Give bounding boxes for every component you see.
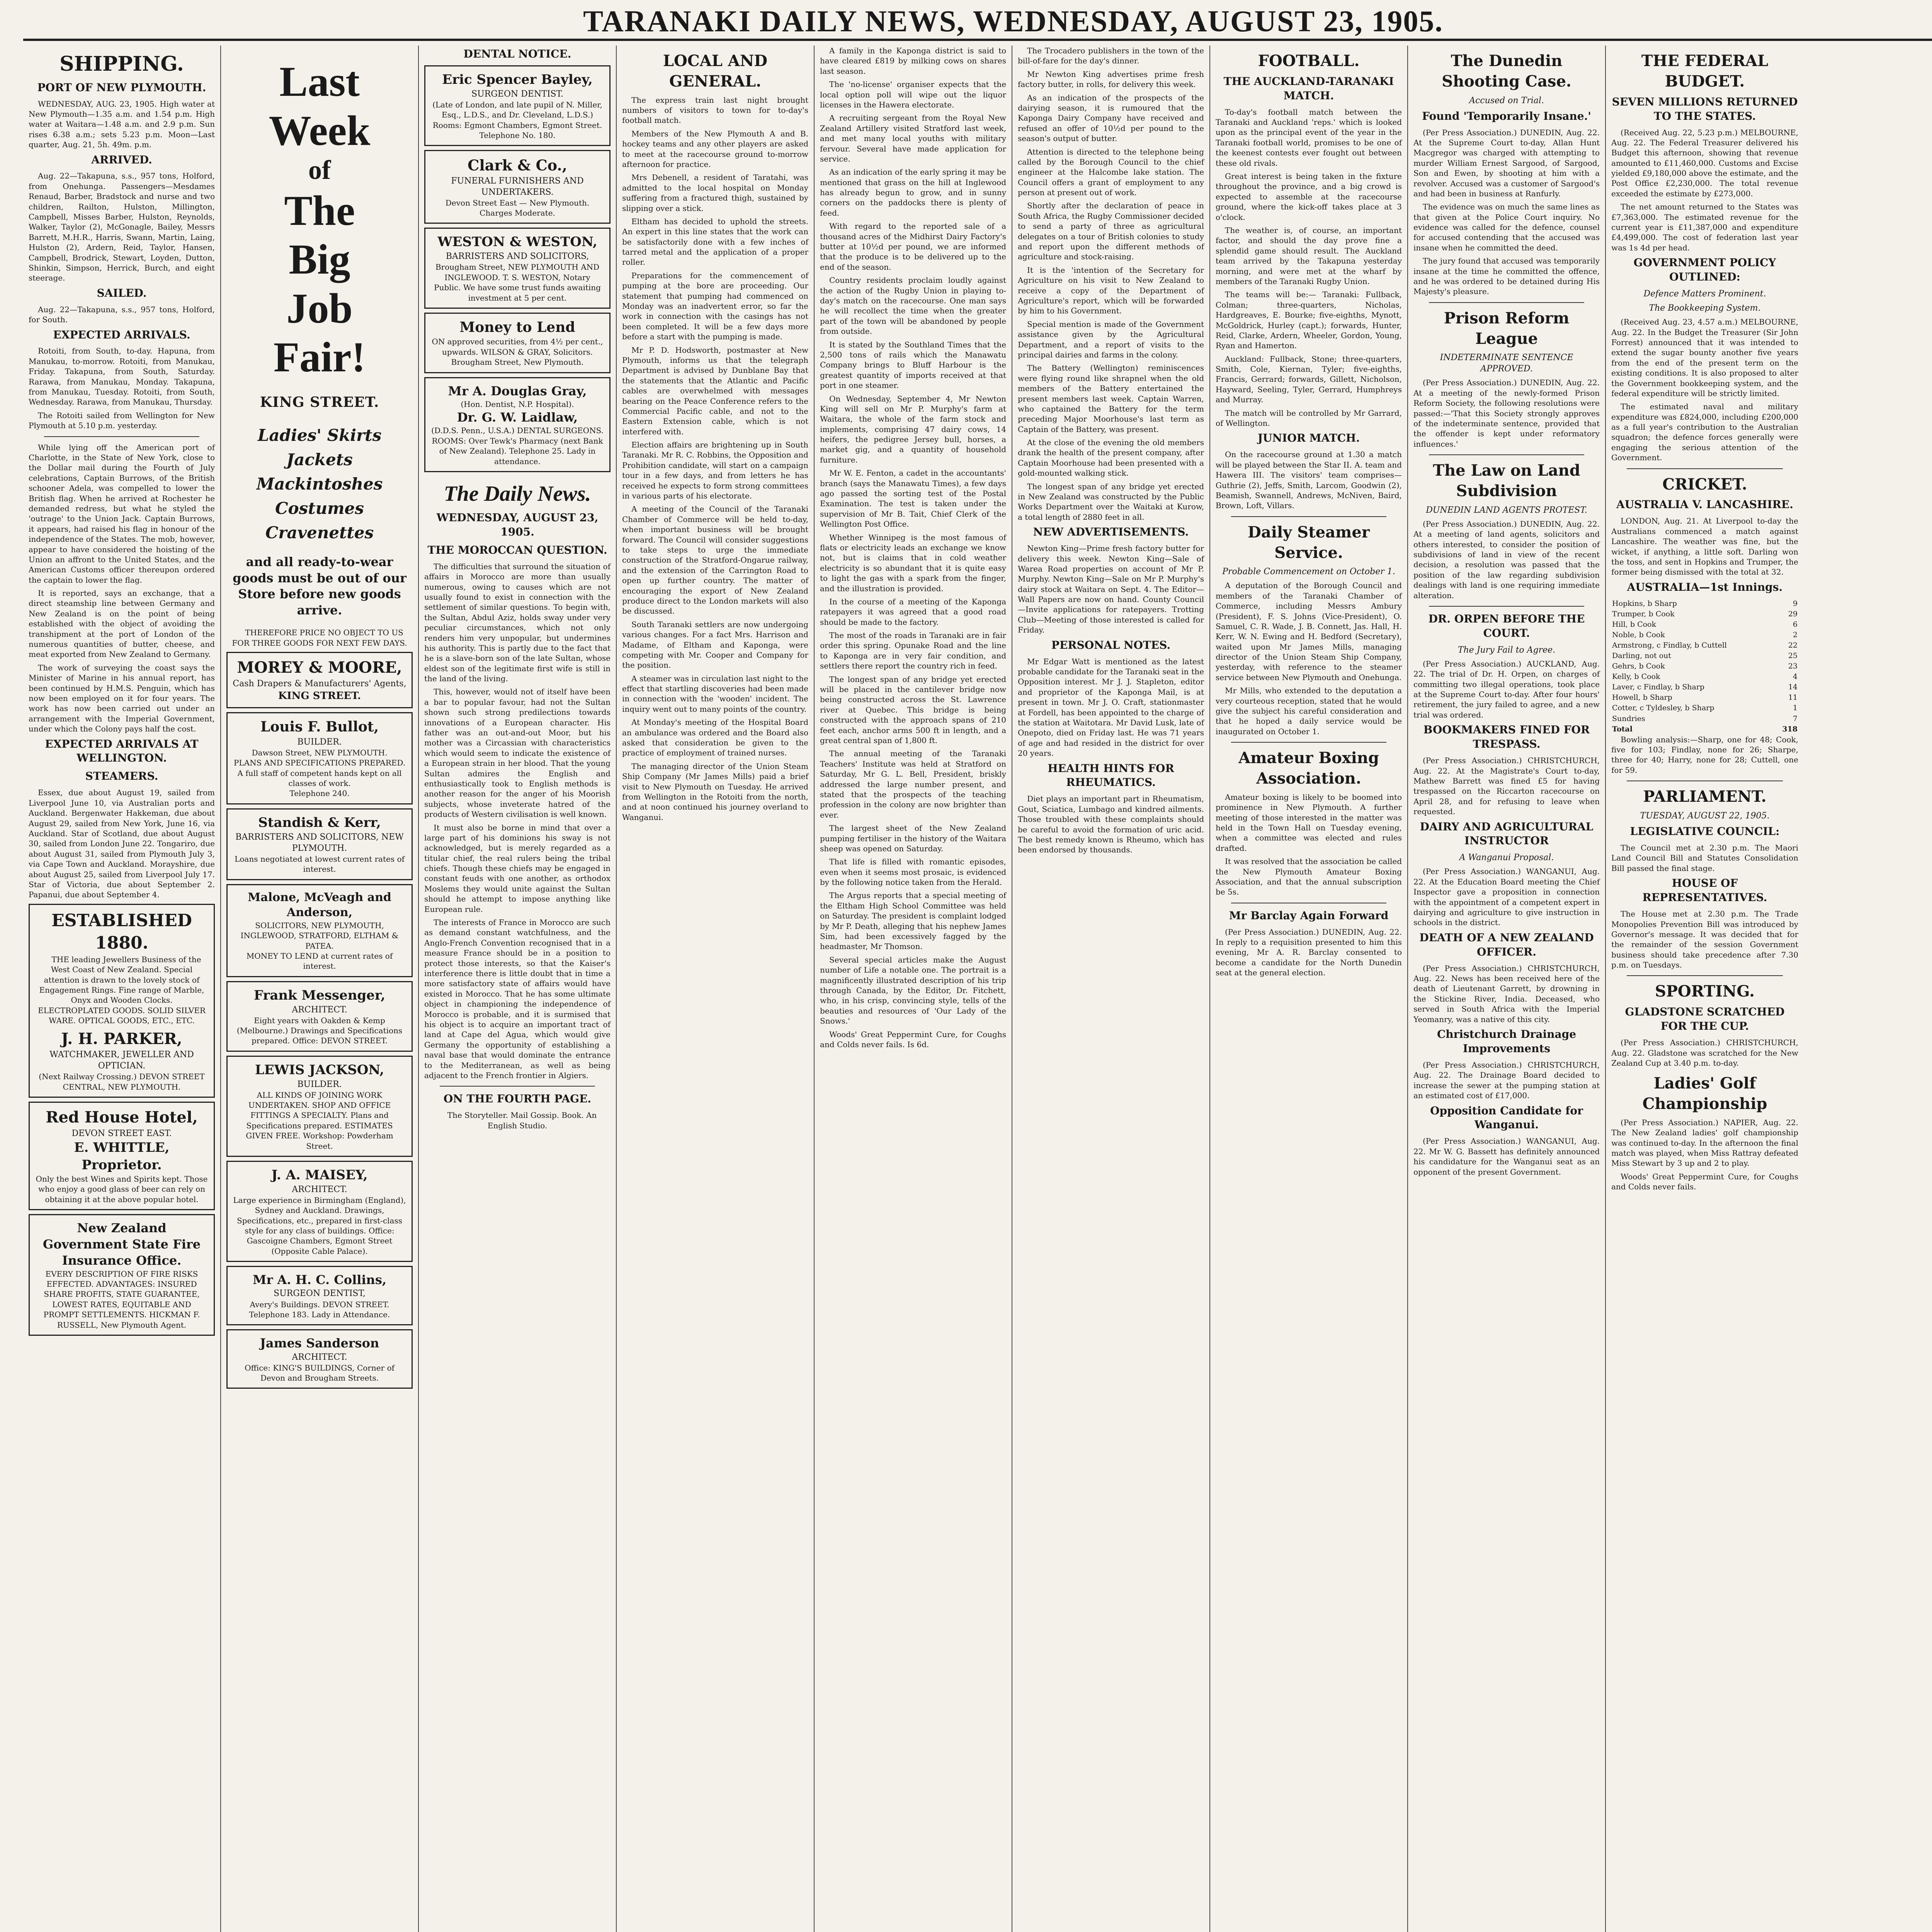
sailed-text: Aug. 22—Takapuna, s.s., 957 tons, Holford, for South. [29, 304, 215, 325]
local-general-heading: LOCAL AND GENERAL. [663, 52, 768, 90]
runs-cell: 318 [1782, 724, 1798, 733]
shooting-case-paragraph: The jury found that accused was temporarily insane at the time he committed the offence, and he was ordered to be detained during His Majesty's pleasure. [1413, 256, 1600, 296]
parliament-heading: PARLIAMENT. [1643, 787, 1767, 806]
parker-name: J. H. PARKER, [61, 1029, 182, 1048]
column-news-continued [1012, 46, 1210, 1932]
football-paragraph: Auckland: Fullback, Stone; three-quarters, Smith, Cole, Kiernan, Tyler; five-eighths, Francis, Gerrard; forwards, Gillett, Nicholson, Hayward, Seeling, Tyler, Gerrard, Humphreys and Murray. [1216, 354, 1402, 405]
sailed-heading: SAILED. [97, 286, 147, 299]
news-paragraph: At the close of the evening the old members drank the health of the present company, after Captain Moorhouse had been presented with a gold-mounted walking stick. [1018, 438, 1204, 478]
advert-word: Big [289, 236, 350, 283]
federal-budget-heading: THE FEDERAL BUDGET. [1641, 52, 1769, 90]
insurance-text: EVERY DESCRIPTION OF FIRE RISKS EFFECTED. ADVANTAGES: INSURED SHARE PROFITS, STATE GUARANTEE, LOWEST RATES, EQUITABLE AND PROMPT SETTLEMENTS. HICKMAN F. RUSSELL, New Plymouth Agent. [43, 1269, 200, 1330]
batsman-cell: Total [1612, 724, 1633, 733]
runs-cell: 4 [1793, 672, 1798, 681]
divider [1627, 975, 1783, 976]
football-paragraph: The match will be controlled by Mr Garrard, of Wellington. [1216, 408, 1402, 428]
divider [1627, 468, 1783, 469]
red-house-title: Red House Hotel, [46, 1108, 198, 1127]
parker-intro: THE leading Jewellers Business of the West Coast of New Zealand. Special attention is drawn to the lovely stock of Engagement Rings. Fine range of Marble, Onyx and Wooden Clocks. ELECTROPLATED GOODS. SOLID SILVER WARE. OPTICAL GOODS, ETC., ETC. [38, 954, 206, 1026]
news-paragraph: At Monday's meeting of the Hospital Board an ambulance was ordered and the Board also asked that consideration be given to the practice of employment of trained nurses. [622, 718, 808, 758]
sanderson-title: James Sanderson [260, 1336, 379, 1351]
bayley-trade: SURGEON DENTIST. [471, 89, 563, 99]
collins-advert [226, 1266, 413, 1325]
land-subdivision-subheading: DUNEDIN LAND AGENTS PROTEST. [1426, 505, 1587, 515]
boxing-paragraph: It was resolved that the association be called the New Plymouth Amateur Boxing Association, and that the annual subscription be 5s. [1216, 857, 1402, 897]
scorecard-row [1611, 682, 1798, 692]
advert-word: Fair! [273, 333, 366, 381]
batsman-cell: Armstrong, c Findlay, b Cuttell [1612, 641, 1727, 650]
sporting-heading: SPORTING. [1655, 982, 1755, 1001]
drainage-text: (Per Press Association.) CHRISTCHURCH, Aug. 22. The Drainage Board decided to increase the sewer at the pumping station at an estimated cost of £17,000. [1413, 1060, 1600, 1100]
fourth-page-text: The Storyteller. Mail Gossip. Book. An English Studio. [447, 1111, 597, 1130]
advert-word: Last [279, 58, 360, 105]
editorial-heading: THE MOROCCAN QUESTION. [427, 543, 607, 556]
news-paragraph: A steamer was in circulation last night to the effect that startling discoveries had been made in connection with the 'wooden' incident. The inquiry went out to many points of the country. [622, 673, 808, 714]
weston-title: WESTON & WESTON, [437, 234, 597, 250]
bullot-address: Dawson Street, NEW PLYMOUTH. [252, 748, 388, 757]
expected-heading: EXPECTED ARRIVALS. [53, 328, 190, 341]
money-title: Money to Lend [459, 319, 575, 335]
cricket-heading: CRICKET. [1662, 475, 1747, 493]
steamers-heading: STEAMERS. [85, 770, 158, 783]
collins-trade: SURGEON DENTIST, [274, 1289, 366, 1299]
dairy-instructor-text: (Per Press Association.) WANGANUI, Aug. 22. At the Education Board meeting the Chief Inspector gave a proposition in connection with the appointment of a competent expert in dairying and agriculture to give instruction in schools in the district. [1413, 867, 1600, 927]
standish-trade: BARRISTERS AND SOLICITORS, NEW PLYMOUTH. [235, 832, 404, 853]
news-paragraph: The most of the roads in Taranaki are in fair order this spring. Opunake Road and the line to Kaponga are in very fair condition, and settlers there report the country rich in feed. [820, 631, 1006, 671]
news-paragraph: A recruiting sergeant from the Royal New Zealand Artillery visited Stratford last week, and met many local youths with military fervour. Several have made application for service. [820, 113, 1006, 163]
gray-advert [424, 377, 611, 472]
news-paragraph: As an indication of the early spring it may be mentioned that grass on the hill at Inglewood has already begun to grow, and in sunny corners on the paddocks there is plenty of feed. [820, 167, 1006, 218]
football-heading: FOOTBALL. [1258, 52, 1360, 70]
advert-word: Job [286, 284, 353, 332]
divider [1429, 606, 1584, 607]
shipping-paragraph: The work of surveying the coast says the Minister of Marine in his annual report, has been continued by H.M.S. Penguin, which has now been employed on it for four years. The work has now been carried out under an arrangement with the Imperial Government, under which the Colony pays half the cost. [29, 663, 215, 734]
scorecard-row [1611, 640, 1798, 651]
scorecard-row [1611, 692, 1798, 703]
news-paragraph: The largest sheet of the New Zealand pumping fertiliser in the history of the Waitara sheep was opened on Saturday. [820, 823, 1006, 853]
personal-notes-text: Mr Edgar Watt is mentioned as the latest probable candidate for the Taranaki seat in the Opposition interest. Mr J. J. Stapleton, editor and proprietor of the Kaponga Mail, is at present in town. Mr J. O. Craft, stationmaster at Fordell, has been appointed to the charge of the station at Waitotara. Mr David Lusk, late of Onepoto, died on Friday last. He was 71 years of age and had resided in the district for over 20 years. [1018, 656, 1204, 758]
personal-notes-heading: PERSONAL NOTES. [1051, 638, 1171, 651]
news-paragraph: It is stated by the Southland Times that the 2,500 tons of rails which the Manawatu Company brings to Bluff Harbour is the greatest quantity of imports received at that port in one steamer. [820, 340, 1006, 390]
scorecard-row [1611, 619, 1798, 630]
whittle-name: E. WHITTLE, Proprietor. [74, 1140, 170, 1173]
goods-item: Costumes [275, 499, 364, 518]
shooting-case-subheading: Accused on Trial. [1469, 95, 1544, 105]
bookkeeping-subheading: The Bookkeeping System. [1649, 303, 1761, 313]
news-paragraph: Mrs Debenell, a resident of Taratahi, was admitted to the local hospital on Monday suffering from a fractured thigh, sustained by slipping over a stick. [622, 173, 808, 213]
goods-item: Jackets [286, 450, 353, 469]
batsman-cell: Hill, b Cook [1612, 620, 1656, 629]
runs-cell: 25 [1788, 651, 1798, 660]
scorecard-row [1611, 703, 1798, 713]
steamer-paragraph: A deputation of the Borough Council and members of the Taranaki Chamber of Commerce, including Messrs Ambury (President), F. S. Johns (Vice-President), O. Samuel, C. R. Wade, J. B. Connett, Jas. Hall, H. Kerr, W. N. Ewing and H. Bedford (Secretary), waited upon Mr James Mills, managing director of the Union Steam Ship Company, yesterday, with reference to the steamer service between New Plymouth and Onehunga. [1216, 581, 1402, 682]
bayley-title: Eric Spencer Bayley, [442, 71, 593, 87]
steamer-heading: Daily Steamer Service. [1248, 523, 1370, 562]
bayley-text: (Late of London, and late pupil of N. Miller, Esq., L.D.S., and Dr. Cleveland, L.D.S.) Rooms: Egmont Chambers, Egmont Street. Telephone No. 180. [432, 100, 602, 140]
news-paragraph: Mr W. E. Fenton, a cadet in the accountants' branch (says the Manawatu Times), a few days ago passed the sorting test of the Postal Examination. The test is taken under the supervision of Mr B. Tait, Chief Clerk of the Wellington Post Office. [820, 468, 1006, 529]
batsman-cell: Sundries [1612, 714, 1645, 723]
batsman-cell: Cotter, c Tyldesley, b Sharp [1612, 704, 1714, 713]
dental-notice-heading: DENTAL NOTICE. [463, 48, 571, 60]
expected-text: Rotoiti, from South, to-day. Hapuna, from Manukau, to-morrow. Rotoiti, from Manukau, Friday. Takapuna, from South, Saturday. Rarawa, from Manukau, Monday. Takapuna, from Manukau, Tuesday. Rotoiti, from South, Wednesday. Rarawa, from Manukau, Thursday. [29, 346, 215, 407]
news-paragraph: The express train last night brought numbers of visitors to town for to-day's football match. [622, 95, 808, 125]
prison-reform-text: (Per Press Association.) DUNEDIN, Aug. 22. At a meeting of the newly-formed Prison Reform Society, the following resolutions were passed:—'That this Society strongly approves of the indeterminate sentence, provided that the offender is kept under reformatory influences.' [1413, 378, 1600, 449]
malone-text: MONEY TO LEND at current rates of interest. [246, 951, 393, 971]
news-paragraph: The longest span of any bridge yet erected will be placed in the cantilever bridge now being constructed across the St. Lawrence river at Quebec. This bridge is being constructed with the approach spans of 210 feet each, anchor arms 500 ft in length, and a great central span of 1,800 ft. [820, 674, 1006, 745]
morey-moore-advert [226, 652, 413, 708]
fourth-page-heading: ON THE FOURTH PAGE. [443, 1092, 592, 1105]
big-job-fair-advert [226, 57, 413, 382]
land-subdivision-heading: The Law on Land Subdivision [1433, 461, 1580, 500]
gray-text: (Hon. Dentist, N.P. Hospital). [461, 399, 574, 409]
morey-title: MOREY & MOORE, [237, 658, 402, 677]
news-paragraph: Election affairs are brightening up in South Taranaki. Mr R. C. Robbins, the Opposition and Prohibition candidate, will start on a campaign tour in a few days, and from letters he has received he expects to form strong committees in various parts of his electorate. [622, 440, 808, 501]
golf-heading: Ladies' Golf Championship [1642, 1074, 1767, 1113]
column-federal-sport [1606, 46, 1804, 1932]
steamer-subheading: Probable Commencement on October 1. [1222, 567, 1395, 577]
advert-word: The [284, 187, 355, 234]
shipping-paragraph: While lying off the American port of Charlotte, in the State of New York, close to the Dollar mail during the Fourth of July celebrations, Captain Burrows, of the British schooner Adela, was compelled to lower the British flag. When he arrived at Rochester he demanded redress, but what he styled the 'outrage' to the Union Jack. Captain Burrows, it appears, had raised his flag in honour of the independence of the States. The mob, however, appear to have considered the hoisting of the Union an affront to the United States, and the American Customs officer thereupon ordered the captain to lower the flag. [29, 442, 215, 585]
goods-item: Mackintoshes [256, 474, 383, 494]
scorecard-heading: AUSTRALIA—1st Innings. [1627, 580, 1783, 594]
barclay-text: (Per Press Association.) DUNEDIN, Aug. 22. In reply to a requisition presented to him this evening, Mr A. R. Barclay consented to become a candidate for the North Dunedin seat at the general election. [1216, 927, 1402, 978]
collins-title: Mr A. H. C. Collins, [253, 1272, 386, 1287]
messenger-advert [226, 981, 413, 1052]
health-hints-text: Diet plays an important part in Rheumatism, Gout, Sciatica, Lumbago and kindred ailments. Those troubled with these complaints should be careful to avoid the formation of uric acid. The best remedy known is Rheumo, which has been endorsed by thousands. [1018, 794, 1204, 855]
runs-cell: 9 [1793, 599, 1798, 608]
football-paragraph: Great interest is being taken in the fixture throughout the province, and a big crowd is expected to assemble at the racecourse ground, where the kick-off takes place at 3 o'clock. [1216, 172, 1402, 222]
runs-cell: 6 [1793, 620, 1798, 629]
jackson-title: LEWIS JACKSON, [255, 1062, 384, 1078]
football-subheading: THE AUCKLAND-TARANAKI MATCH. [1223, 75, 1394, 102]
maisey-trade: ARCHITECT. [292, 1184, 347, 1194]
king-street-text: KING STREET. [260, 394, 379, 410]
messenger-trade: ARCHITECT. [292, 1005, 347, 1015]
column-shipping [23, 46, 221, 1932]
news-paragraph: A meeting of the Council of the Taranaki Chamber of Commerce will be held to-day, when important business will be brought forward. The Council will consider suggestions to take steps to urge the immediate construction of the Stratford-Ongarue railway, and the extension of the Carrington Road to open up further country. The matter of encouraging the export of New Zealand produce direct to the London markets will also be discussed. [622, 504, 808, 616]
goods-list [226, 423, 413, 545]
weston-text: Brougham Street, NEW PLYMOUTH AND INGLEWOOD. T. S. WESTON, Notary Public. We have some trust funds awaiting investment at 5 per cent. [434, 262, 601, 303]
batsman-cell: Trumper, b Cook [1612, 609, 1675, 618]
shooting-case-heading: The Dunedin Shooting Case. [1442, 52, 1571, 90]
newspaper-title: TARANAKI DAILY NEWS, WEDNESDAY, AUGUST 23, 1905. [583, 4, 1443, 38]
runs-cell: 14 [1788, 683, 1798, 692]
goods-item: Cravenettes [265, 523, 374, 543]
scorecard-row [1611, 630, 1798, 640]
football-paragraph: The weather is, of course, an important factor, and should the day prove fine a splendid game should result. The Auckland team arrived by the Takapuna yesterday morning, and were met at the wharf by members of the Taranaki Rugby Union. [1216, 226, 1402, 286]
whittle-text: Only the best Wines and Spirits kept. Those who enjoy a good glass of beer can rely on obtaining it at the above popular hotel. [36, 1174, 208, 1204]
runs-cell: 11 [1788, 693, 1798, 702]
parker-advert [29, 904, 215, 1098]
gray-title: Mr A. Douglas Gray, [448, 383, 587, 398]
defence-subheading: Defence Matters Prominent. [1643, 289, 1766, 299]
money-text: ON approved securities, from 4½ per cent., upwards. WILSON & GRAY, Solicitors. Brougham Street, New Plymouth. [432, 337, 603, 367]
collins-text: Avery's Buildings. DEVON STREET. Telephone 183. Lady in Attendance. [249, 1299, 390, 1319]
news-paragraph: Attention is directed to the telephone being called by the Borough Council to the chief engineer at the Halcombe lake station. The Council offers a grant of employment to any person at present out of work. [1018, 147, 1204, 197]
news-paragraph: The Battery (Wellington) reminiscences were flying round like shrapnel when the old members of the Battery entertained the present members last week. Captain Warren, who captained the Battery for the term preceding Major Moorhouse's last term as Captain of the Battery, was present. [1018, 363, 1204, 434]
parker-address: (Next Railway Crossing.) DEVON STREET CENTRAL, NEW PLYMOUTH. [39, 1072, 205, 1092]
news-paragraph: Eltham has decided to uphold the streets. An expert in this line states that the work can be satisfactorily done with a few inches of tarred metal and the application of a proper roller. [622, 216, 808, 267]
insurance-title: New Zealand Government State Fire Insurance Office. [43, 1220, 201, 1268]
shipping-paragraph: It is reported, says an exchange, that a direct steamship line between Germany and New Zealand is on the point of being established with the object of avoiding the transhipment at the port of London of the numerous quantities of butter, cheese, and meat exported from New Zealand to Germany. [29, 588, 215, 659]
government-policy-heading: GOVERNMENT POLICY OUTLINED: [1633, 256, 1776, 284]
bookmakers-text: (Per Press Association.) CHRISTCHURCH, Aug. 22. At the Magistrate's Court to-day, Mathew Barrett was fined £5 for having trespassed on the Riccarton racecourse on April 28, and for refusing to leave when requested. [1413, 756, 1600, 816]
editorial-dateline: WEDNESDAY, AUGUST 23, 1905. [436, 511, 599, 538]
port-heading: PORT OF NEW PLYMOUTH. [37, 81, 206, 94]
shooting-case-subheading: Found 'Temporarily Insane.' [1422, 109, 1591, 122]
batsman-cell: Darling, not out [1612, 651, 1671, 660]
news-paragraph: The Trocadero publishers in the town of the bill-of-fare for the day's dinner. [1018, 46, 1204, 66]
batsman-cell: Kelly, b Cook [1612, 672, 1660, 681]
arrived-text: Aug. 22—Takapuna, s.s., 957 tons, Holford, from Onehunga. Passengers—Mesdames Renaud, Barber, Bradstock and nurse and two children, Railton, Hulston, Millington, Campbell, Misses Barber, Hulston, Reynolds, Walker, Taylor (2), McGonagle, Bailey, Messrs Barrett, M.H.R., Harris, Swann, Martin, Laing, Hulston (2), Ardern, Reid, Taylor, Hansen, Campbell, Brodrick, Stewart, Loyden, Dutton, Shinkin, Simpson, Herrick, Burch, and eight steerage. [29, 171, 215, 283]
news-paragraph: On Wednesday, September 4, Mr Newton King will sell on Mr P. Murphy's farm at Waitara, the whole of the farm stock and implements, comprising 47 dairy cows, 14 heifers, the pedigree Jersey bull, horses, a market gig, and a quantity of household furniture. [820, 394, 1006, 464]
shooting-case-paragraph: (Per Press Association.) DUNEDIN, Aug. 22. At the Supreme Court to-day, Allan Hunt Macgregor was charged with attempting to murder William Ernest Sargood, of Sargood, Son and Ewen, by shooting at him with a revolver. Accused was a customer of Sargood's and had been in business at Ranfurly. [1413, 128, 1600, 198]
government-policy-paragraph: (Received Aug. 23, 4.57 a.m.) MELBOURNE, Aug. 22. In the Budget the Treasurer (Sir John Forrest) announced that it was intended to extend the sugar bounty another five years from the end of the present term on the existing conditions. It is also proposed to alter the Government bookkeeping system, and the federal expenditure will be strictly limited. [1611, 317, 1798, 398]
junior-match-text: On the racecourse ground at 1.30 a match will be played between the Star II. A. team and Hawera III. The visitors' team comprises—Guthrie (2), Jeffs, Smith, Larcom, Goodwin (2), Beamish, Swannell, Andrews, McNiven, Baird, Brown, Loft, Villars. [1216, 450, 1402, 510]
news-paragraph: The 'no-license' organiser expects that the local option poll will wipe out the liquor licenses in the Hawera electorate. [820, 80, 1006, 109]
dairy-instructor-heading: DAIRY AND AGRICULTURAL INSTRUCTOR [1420, 820, 1594, 847]
news-paragraph: A family in the Kaponga district is said to have cleared £819 by milking cows on shares last season. [820, 46, 1006, 76]
bullot-trade: BUILDER. [297, 737, 342, 747]
jackson-trade: BUILDER. [297, 1079, 342, 1089]
sanderson-trade: ARCHITECT. [292, 1352, 347, 1362]
football-paragraph: The teams will be:— Taranaki: Fullback, Colman; three-quarters, Nicholas, Hardgreaves, E. Bourke; five-eighths, Mynott, McGoldrick, Hurley (capt.); forwards, Hunter, Reid, Clarke, Ardern, Wheeler, Gordon, Young, Ryan and Hamerton. [1216, 290, 1402, 350]
prison-reform-subheading: INDETERMINATE SENTENCE APPROVED. [1440, 353, 1573, 374]
divider [440, 1086, 595, 1087]
news-paragraph: The longest span of any bridge yet erected in New Zealand was constructed by the Public Works Department over the Waitaki at Kurow, a total length of 2880 feet in all. [1018, 481, 1204, 522]
news-paragraph: That life is filled with romantic episodes, even when it seems most prosaic, is evidenced by the following notice taken from the Herald. [820, 857, 1006, 887]
messenger-text: Eight years with Oakden & Kemp (Melbourne.) Drawings and Specifications prepared. Office: DEVON STREET. [236, 1015, 403, 1046]
runs-cell: 29 [1788, 609, 1798, 618]
wanganui-candidate-text: (Per Press Association.) WANGANUI, Aug. 22. Mr W. G. Bassett has definitely announced his candidature for the Wanganui seat as an opponent of the present Government. [1413, 1136, 1600, 1177]
officer-death-heading: DEATH OF A NEW ZEALAND OFFICER. [1419, 931, 1594, 958]
divider [1429, 302, 1584, 303]
parliament-date: TUESDAY, AUGUST 22, 1905. [1640, 811, 1770, 821]
gladstone-heading: GLADSTONE SCRATCHED FOR THE CUP. [1625, 1005, 1785, 1033]
orpen-heading: DR. ORPEN BEFORE THE COURT. [1428, 612, 1585, 639]
news-paragraph: Whether Winnipeg is the most famous of flats or electricity leads an exchange we know not, but is claims that in cold weather electricity is so abundant that it is quite easy to light the gas with a spark from the finger, and the illustration is provided. [820, 532, 1006, 593]
federal-budget-paragraph: The net amount returned to the States was £7,363,000. The estimated revenue for the current year is £11,387,000 and expenditure £4,499,000. The cost of federation last year was 1s 4d per head. [1611, 202, 1798, 252]
weston-advert [424, 228, 611, 308]
news-paragraph: Mr P. D. Hodsworth, postmaster at New Plymouth, informs us that the telegraph Department is advised by Dunblane Bay that the statements that the Atlantic and Pacific cables are overwhelmed with messages bearing on the Peace Conference refers to the Commercial Pacific cable, and not to the Eastern Extension cable, which is not interfered with. [622, 345, 808, 436]
jackson-text: ALL KINDS OF JOINING WORK UNDERTAKEN. SHOP AND OFFICE FITTINGS A SPECIALTY. Plans and Specifications prepared. ESTIMATES GIVEN FREE. Workshop: Powderham Street. [246, 1090, 393, 1151]
news-paragraph: Woods' Great Peppermint Cure, for Coughs and Colds never fails. Is 6d. [820, 1029, 1006, 1049]
runs-cell: 1 [1793, 704, 1798, 713]
scorecard-row [1611, 672, 1798, 682]
column-football [1210, 46, 1408, 1932]
insurance-advert [29, 1214, 215, 1336]
clark-text: Devon Street East — New Plymouth. Charges Moderate. [445, 198, 590, 218]
drainage-heading: Christchurch Drainage Improvements [1437, 1028, 1577, 1055]
cricket-subheading: AUSTRALIA V. LANCASHIRE. [1616, 498, 1793, 511]
laidlaw-title: Dr. G. W. Laidlaw, [457, 410, 578, 425]
morey-address: KING STREET. [278, 690, 361, 702]
new-advertisements-text: Newton King—Prime fresh factory butter for delivery this week. Newton King—Sale of Warea Road properties on account of Mr P. Murphy. Newton King—Sale on Mr P. Murphy's dairy stock at Waitara on Sept. 4. The Editor—Wall Papers are now on hand. County Council—Invite applications for ratepayers. Trotting Club—Meeting of those interested is called for Friday. [1018, 544, 1204, 635]
editorial-paragraph: The interests of France in Morocco are such as demand constant watchfulness, and the Anglo-French Convention recognised that in a measure France should be in a position to protect those interests, so that the Kaiser's interference there is little doubt that in time a more satisfactory state of affairs would have existed in Morocco. That he has some ultimate object in championing the independence of Morocco is probable, and it is surmised that his object is to acquire an important tract of land at Cape del Agua, which would give Germany the opportunity of establishing a naval base that would dominate the entrance to the Mediterranean, as well as being adjacent to the French frontier in Algiers. [424, 918, 611, 1080]
orpen-text: (Per Press Association.) AUCKLAND, Aug. 22. The trial of Dr. H. Orpen, on charges of committing two illegal operations, took place at the Supreme Court to-day. After four hours' retirement, the jury failed to agree, and a new trial was ordered. [1413, 659, 1600, 719]
council-heading: LEGISLATIVE COUNCIL: [1630, 825, 1780, 838]
maisey-advert [226, 1161, 413, 1262]
scorecard-row [1611, 714, 1798, 724]
goods-item: Ladies' Skirts [257, 426, 382, 445]
rotoiti-text: The Rotoiti sailed from Wellington for New Plymouth at 5.10 p.m. yesterday. [29, 410, 215, 430]
news-paragraph: Country residents proclaim loudly against the action of the Rugby Union in playing to-day's match on the racecourse. One man says he will recollect the time when the greater part of the town will be abandoned by people from outside. [820, 276, 1006, 336]
football-paragraph: To-day's football match between the Taranaki and Auckland 'reps.' which is looked upon as the principal event of the year in the Taranaki football world, promises to be one of the keenest contests ever fought out between these old rivals. [1216, 107, 1402, 168]
runs-cell: 2 [1793, 630, 1798, 639]
officer-death-text: (Per Press Association.) CHRISTCHURCH, Aug. 22. News has been received here of the death of Lieutenant Garrett, by drowning in the Stickine River, India. Deceased, who served in South Africa with the Imperial Yeomanry, was a native of this city. [1413, 963, 1600, 1024]
maisey-title: J. A. MAISEY, [271, 1167, 368, 1183]
news-paragraph: Shortly after the declaration of peace in South Africa, the Rugby Commissioner decided to send a party of three as agricultural delegates on a tour of British colonies to study and report upon the different methods of agriculture and stock-raising. [1018, 201, 1204, 262]
batsman-cell: Laver, c Findlay, b Sharp [1612, 683, 1705, 692]
house-text: The House met at 2.30 p.m. The Trade Monopolies Prevention Bill was introduced by Governor's message. It was decided that for the remainder of the session Government business should take precedence after 7.30 p.m. on Tuesdays. [1611, 909, 1798, 970]
jackson-advert [226, 1056, 413, 1157]
runs-cell: 23 [1788, 662, 1798, 671]
council-text: The Council met at 2.30 p.m. The Maori Land Council Bill and Statutes Consolidation Bill passed the final stage. [1611, 843, 1798, 873]
news-paragraph: Mr Newton King advertises prime fresh factory butter, in rolls, for delivery this week. [1018, 69, 1204, 89]
editorial-paragraph: The difficulties that surround the situation of affairs in Morocco are more than usually numerous, owing to causes which are not usually found to exist in connection with the settlement of similar questions. To begin with, the Sultan, Abdul Aziz, holds sway under very peculiar circumstances, which not only renders him very unpopular, but undermines his authority. This is partly due to the fact that he is a slave-born son of the late Sultan, whose eldest son of the legitimate first wife is still in the land of the living. [424, 561, 611, 684]
land-subdivision-text: (Per Press Association.) DUNEDIN, Aug. 22. At a meeting of land agents, solicitors and others interested, to consider the position of subdivisions of land in view of the recent decision, a resolution was passed that the position of the law regarding subdivision dealings with land is one requiring immediate alteration. [1413, 519, 1600, 600]
money-advert [424, 313, 611, 373]
established-heading: ESTABLISHED 1880. [51, 910, 192, 953]
news-paragraph: South Taranaki settlers are now undergoing various changes. For a fact Mrs. Harrison and Madame, of Eltham and Kaponga, were competing with Mr. Cooper and Company for the position. [622, 619, 808, 670]
news-paragraph: Preparations for the commencement of pumping at the bore are proceeding. Our statement that pumping had commenced on Monday was an inadvertent error, so far the work in connection with the casings has not been completed. It will be a few days more before a start with the pumping is made. [622, 270, 808, 342]
newspaper-page [23, 46, 1932, 1932]
federal-budget-subheading: SEVEN MILLIONS RETURNED TO THE STATES. [1612, 95, 1798, 122]
news-paragraph: Several special articles make the August number of Life a notable one. The portrait is a magnificently illustrated description of his trip through Canada, by the Editor, Dr. Fitchett, who, in his crisp, convincing style, tells of the beauties and resources of 'Our Lady of the Snows.' [820, 955, 1006, 1026]
column-local-general [617, 46, 815, 1932]
news-paragraph: Special mention is made of the Government assistance given by the Agricultural Department, and a report of visits to the principal dairies and farms in the colony. [1018, 319, 1204, 359]
batsman-cell: Howell, b Sharp [1612, 693, 1672, 702]
scorecard-row [1611, 661, 1798, 672]
news-paragraph: As an indication of the prospects of the dairying season, it is rumoured that the Kaponga Dairy Company have received and refused an offer of 10½d per pound to the season's output of butter. [1018, 93, 1204, 143]
divider [1231, 742, 1386, 743]
clark-advert [424, 150, 611, 224]
news-paragraph: With regard to the reported sale of a thousand acres of the Midhirst Dairy Factory's butter at 10½d per pound, we are informed that the produce is to be delivered up to the end of the season. [820, 221, 1006, 272]
prison-reform-heading: Prison Reform League [1444, 309, 1570, 348]
boxing-paragraph: Amateur boxing is likely to be boomed into prominence in New Plymouth. A further meeting of those interested in the matter was held in the Town Hall on Tuesday evening, when a committee was elected and rules drafted. [1216, 792, 1402, 853]
column-adverts [221, 46, 419, 1932]
runs-cell: 7 [1793, 714, 1798, 723]
malone-title: Malone, McVeagh and Anderson, [248, 890, 391, 920]
weston-trade: BARRISTERS AND SOLICITORS, [446, 252, 589, 262]
news-paragraph: Members of the New Plymouth A and B. hockey teams and any other players are asked to meet at the racecourse ground to-morrow afternoon for practice. [622, 129, 808, 169]
house-heading: HOUSE OF REPRESENTATIVES. [1642, 877, 1767, 904]
red-house-address: DEVON STREET EAST. [71, 1129, 172, 1139]
dairy-instructor-subheading: A Wanganui Proposal. [1459, 853, 1554, 863]
bullot-title: Louis F. Bullot, [260, 719, 379, 735]
golf-text: (Per Press Association.) NAPIER, Aug. 22. The New Zealand ladies' golf championship was continued to-day. In the afternoon the final match was played, when Miss Rattray defeated Miss Stewart by 3 up and 2 to play. [1611, 1117, 1798, 1168]
health-hints-heading: HEALTH HINTS FOR RHEUMATICS. [1048, 762, 1174, 789]
arrived-heading: ARRIVED. [91, 153, 152, 166]
scorecard-table [1611, 599, 1798, 735]
red-house-advert [29, 1102, 215, 1210]
orpen-subheading: The Jury Fail to Agree. [1458, 645, 1556, 655]
news-paragraph: It is the 'intention of the Secretary for Agriculture on his visit to New Zealand to receive a copy of the Department of Agriculture's report, which will be forwarded by him to his Government. [1018, 265, 1204, 316]
standish-title: Standish & Kerr, [258, 815, 381, 830]
malone-advert [226, 884, 413, 977]
clark-trade: FUNERAL FURNISHERS AND UNDERTAKERS. [451, 176, 584, 197]
masthead [23, 4, 1932, 41]
malone-trade: SOLICITORS, NEW PLYMOUTH, INGLEWOOD, STRATFORD, ELTHAM & PATEA. [240, 920, 399, 951]
advert-word: Week [269, 107, 371, 154]
scorecard-row [1611, 609, 1798, 619]
scorecard-row [1611, 651, 1798, 661]
scorecard-row [1611, 724, 1798, 735]
steamer-paragraph: Mr Mills, who extended to the deputation a very courteous reception, stated that he would give the subject his careful consideration and that he hoped a daily service would be inaugurated on October 1. [1216, 686, 1402, 736]
advert-word: of [308, 155, 331, 185]
morey-trade: Cash Drapers & Manufacturers' Agents, [233, 679, 406, 689]
barclay-heading: Mr Barclay Again Forward [1229, 909, 1389, 922]
news-paragraph: The Argus reports that a special meeting of the Eltham High School Committee was held on Saturday. The president is complaint lodged by Mr P. Death, alleging that his nephew James Sim, had been excessively fagged by the headmaster, Mr Thomson. [820, 891, 1006, 951]
junior-match-heading: JUNIOR MATCH. [1257, 432, 1360, 445]
scorecard-row [1611, 599, 1798, 609]
bullot-telephone: Telephone 240. [289, 789, 350, 798]
batsman-cell: Noble, b Cook [1612, 630, 1665, 639]
editorial-paragraph: This, however, would not of itself have been a bar to popular favour, had not the Sultan shown such strong predilections towards innovations of a European character. His father was an out-and-out Moor, but his mother was a Circassian with characteristics which would seem to indicate the existence of a European strain in her blood. That the young Sultan admires the English and enthusiastically took to English methods is another reason for the anger of his Moorish subjects, whose inveterate hatred of the products of Western civilisation is well known. [424, 687, 611, 819]
federal-budget-paragraph: (Received Aug. 22, 5.23 p.m.) MELBOURNE, Aug. 22. The Federal Treasurer delivered his Budget this afternoon, showing that revenue amounted to £11,460,000. Customs and Excise yielded £9,180,000 above the estimate, and the Post Office £2,230,000. The total revenue exceeded the estimate by £273,000. [1611, 128, 1798, 198]
batsman-cell: Hopkins, b Sharp [1612, 599, 1677, 608]
divider [44, 436, 199, 437]
ready-to-wear-text: and all ready-to-wear goods must be out of our Store before new goods arrive. [233, 554, 406, 617]
bowling-analysis: Bowling analysis:—Sharp, one for 48; Cook, five for 103; Findlay, none for 26; Sharpe, three for 40; Harry, none for 28; Cuttell, one for 59. [1611, 735, 1798, 775]
expected-wellington-heading: EXPECTED ARRIVALS AT WELLINGTON. [45, 737, 199, 765]
boxing-heading: Amateur Boxing Association. [1238, 749, 1379, 787]
bookmakers-heading: BOOKMAKERS FINED FOR TRESPASS. [1423, 723, 1590, 751]
government-policy-paragraph: The estimated naval and military expenditure was £824,000, including £200,000 as a full year's contribution to the Australian squadron; the defence forces generally were engaging the serious attention of the Government. [1611, 402, 1798, 463]
runs-cell: 22 [1788, 641, 1798, 650]
divider [1231, 516, 1386, 517]
standish-advert [226, 808, 413, 880]
new-advertisements-heading: NEW ADVERTISEMENTS. [1033, 526, 1189, 539]
column-notices-editorial [419, 46, 617, 1932]
sanderson-advert [226, 1329, 413, 1389]
column-general-news [815, 46, 1012, 1932]
price-note: THEREFORE PRICE NO OBJECT TO US FOR THREE GOODS FOR NEXT FEW DAYS. [232, 628, 407, 648]
bullot-text: PLANS AND SPECIFICATIONS PREPARED. A full staff of competent hands kept on all classes of work. [233, 758, 406, 788]
woods-advert-text: Woods' Great Peppermint Cure, for Coughs and Colds never fails. [1611, 1172, 1798, 1192]
tides-text: WEDNESDAY, AUG. 23, 1905. High water at New Plymouth—1.35 a.m. and 1.54 p.m. High water at Waitara—1.48 a.m. and 2.9 p.m. Sun rises 6.38 a.m.; sets 5.23 p.m. Moon—Last quarter, Aug. 21, 5h. 49m. p.m. [29, 99, 215, 150]
shipping-heading: SHIPPING. [60, 52, 184, 76]
parker-trade: WATCHMAKER, JEWELLER AND OPTICIAN. [49, 1050, 194, 1071]
sanderson-text: Office: KING'S BUILDINGS, Corner of Devon and Brougham Streets. [245, 1363, 395, 1383]
gladstone-text: (Per Press Association.) CHRISTCHURCH, Aug. 22. Gladstone was scratched for the New Zealand Cup at 3.40 p.m. to-day. [1611, 1038, 1798, 1068]
column-telegrams [1408, 46, 1606, 1932]
standish-text: Loans negotiated at lowest current rates of interest. [235, 854, 405, 874]
bayley-advert [424, 65, 611, 146]
shooting-case-paragraph: The evidence was on much the same lines as that given at the Police Court inquiry. No evidence was called for the defence, counsel for accused contending that the accused was insane when he committed the deed. [1413, 202, 1600, 252]
news-paragraph: In the course of a meeting of the Kaponga ratepayers it was agreed that a good road should be made to the factory. [820, 597, 1006, 627]
laidlaw-text: (D.D.S. Penn., U.S.A.) DENTAL SURGEONS. ROOMS: Over Tewk's Pharmacy (next Bank of New Zealand). Telephone 25. Lady in attendance. [431, 426, 604, 466]
wanganui-candidate-heading: Opposition Candidate for Wanganui. [1430, 1104, 1583, 1131]
clark-title: Clark & Co., [468, 156, 567, 174]
batsman-cell: Gehrs, b Cook [1612, 662, 1665, 671]
messenger-title: Frank Messenger, [253, 987, 386, 1003]
steamers-text: Essex, due about August 19, sailed from Liverpool June 10, via Australian ports and Auckland. Bergenwater Hakkeman, due about August 29, sailed from New York, June 16, via Auckland. Star of Scotland, due about August 30, sailed from London June 22. Tongariro, due about August 31, sailed from Plymouth July 3, via Cape Town and Auckland. Morayshire, due about August 25, sailed from Liverpool July 17. Star of Victoria, due about September 2. Papanui, due about September 4. [29, 788, 215, 900]
news-paragraph: The annual meeting of the Taranaki Teachers' Institute was held at Stratford on Saturday, Mr G. L. Bell, President, briskly addressed the large number present, and stated that the prospects of the teaching profession in the colony are now brighter than ever. [820, 749, 1006, 820]
cricket-paragraph: LONDON, Aug. 21. At Liverpool to-day the Australians commenced a match against Lancashire. The weather was fine, but the wicket, if anything, a little soft. Darling won the toss, and sent in Hopkins and Trumper, the former being dismissed with the total at 32. [1611, 516, 1798, 577]
divider [1429, 454, 1584, 455]
bullot-advert [226, 712, 413, 804]
daily-news-nameplate: The Daily News. [444, 482, 591, 506]
maisey-text: Large experience in Birmingham (England), Sydney and Auckland. Drawings, Specifications, etc., prepared in first-class style for any class of buildings. Office: Gascoigne Chambers, Egmont Street (Opposite Cable Palace). [233, 1195, 406, 1256]
editorial-paragraph: It must also be borne in mind that over a large part of his dominions his sway is not acknowledged, but is merely regarded as a titular chief, the real rulers being the tribal chiefs. Though these chiefs may be engaged in constant feuds with one another, as orthodox Moslems they would unite against the Sultan should he attempt to impose anything like European rule. [424, 823, 611, 914]
news-paragraph: The managing director of the Union Steam Ship Company (Mr James Mills) paid a brief visit to New Plymouth on Tuesday. He arrived from Wellington in the Rotoiti from the north, and at noon continued his journey overland to Wanganui. [622, 761, 808, 822]
